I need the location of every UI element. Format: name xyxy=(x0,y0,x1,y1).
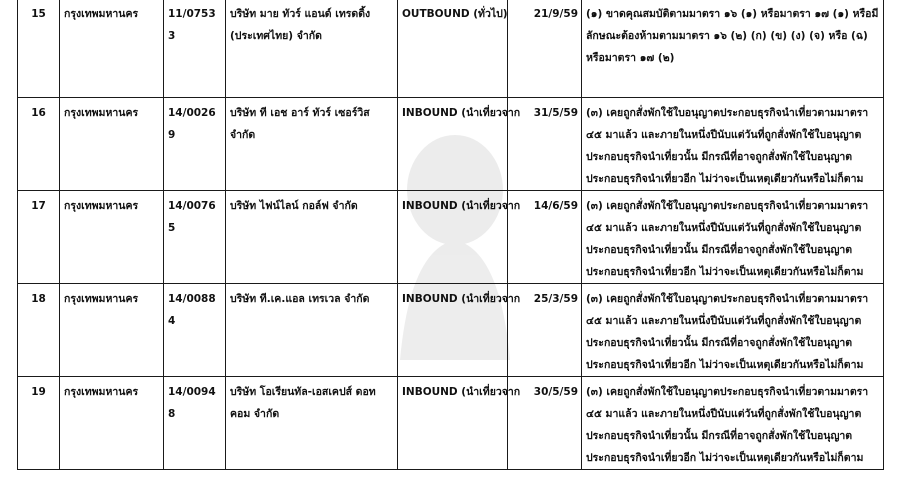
company-name-cell: บริษัท โอเรียนทัล-เอสเคปส์ ดอทคอม จำกัด xyxy=(226,377,398,470)
row-number: 18 xyxy=(18,284,60,377)
row-number: 16 xyxy=(18,98,60,191)
province-cell: กรุงเทพมหานคร xyxy=(60,377,164,470)
business-type-cell: INBOUND (นำเที่ยวจาก xyxy=(398,377,508,470)
data-table xyxy=(17,0,884,470)
province-cell: กรุงเทพมหานคร xyxy=(60,191,164,284)
table-row xyxy=(18,377,884,470)
province-cell: กรุงเทพมหานคร xyxy=(60,0,164,98)
license-revocation-table xyxy=(17,0,883,477)
license-number-cell: 14/00765 xyxy=(164,191,226,284)
business-type-cell: INBOUND (นำเที่ยวจาก xyxy=(398,98,508,191)
row-number: 19 xyxy=(18,377,60,470)
province-cell: กรุงเทพมหานคร xyxy=(60,284,164,377)
date-cell: 14/6/59 xyxy=(508,191,582,284)
date-cell: 30/5/59 xyxy=(508,377,582,470)
table-row xyxy=(18,0,884,98)
business-type-cell: INBOUND (นำเที่ยวจาก xyxy=(398,191,508,284)
reason-cell: (๑) ขาดคุณสมบัติตามมาตรา ๑๖ (๑) หรือมาตรา ๑๗ (๑) หรือมีลักษณะต้องห้ามตามมาตรา ๑๖ (๒) (ก) (ข) (ง) (จ) หรือ (ฉ) หรือมาตรา ๑๗ (๒) xyxy=(582,0,884,98)
business-type-cell: INBOUND (นำเที่ยวจาก xyxy=(398,284,508,377)
table-row xyxy=(18,284,884,377)
reason-cell: (๓) เคยถูกสั่งพักใช้ใบอนุญาตประกอบธุรกิจนำเที่ยวตามมาตรา ๔๕ มาแล้ว และภายในหนึ่งปีนับแต่วันที่ถูกสั่งพักใช้ใบอนุญาตประกอบธุรกิจนำเที่ยวนั้น มีกรณีที่อาจถูกสั่งพักใช้ใบอนุญาตประกอบธุรกิจนำเที่ยวอีก ไม่ว่าจะเป็นเหตุเดียวกันหรือไม่ก็ตาม xyxy=(582,191,884,284)
company-name-cell: บริษัท ที.เค.แอล เทรเวล จำกัด xyxy=(226,284,398,377)
license-number-cell: 14/00884 xyxy=(164,284,226,377)
business-type-cell: OUTBOUND (ทั่วไป) xyxy=(398,0,508,98)
row-number: 15 xyxy=(18,0,60,98)
license-number-cell: 14/00948 xyxy=(164,377,226,470)
reason-cell: (๓) เคยถูกสั่งพักใช้ใบอนุญาตประกอบธุรกิจนำเที่ยวตามมาตรา ๔๕ มาแล้ว และภายในหนึ่งปีนับแต่วันที่ถูกสั่งพักใช้ใบอนุญาตประกอบธุรกิจนำเที่ยวนั้น มีกรณีที่อาจถูกสั่งพักใช้ใบอนุญาตประกอบธุรกิจนำเที่ยวอีก ไม่ว่าจะเป็นเหตุเดียวกันหรือไม่ก็ตาม xyxy=(582,377,884,470)
date-cell: 31/5/59 xyxy=(508,98,582,191)
company-name-cell: บริษัท ไฟน์ไลน์ กอล์ฟ จำกัด xyxy=(226,191,398,284)
province-cell: กรุงเทพมหานคร xyxy=(60,98,164,191)
company-name-cell: บริษัท ที เอช อาร์ ทัวร์ เซอร์วิส จำกัด xyxy=(226,98,398,191)
table-row xyxy=(18,98,884,191)
company-name-cell: บริษัท มาย ทัวร์ แอนด์ เทรดดิ้ง (ประเทศไทย) จำกัด xyxy=(226,0,398,98)
reason-cell: (๓) เคยถูกสั่งพักใช้ใบอนุญาตประกอบธุรกิจนำเที่ยวตามมาตรา ๔๕ มาแล้ว และภายในหนึ่งปีนับแต่วันที่ถูกสั่งพักใช้ใบอนุญาตประกอบธุรกิจนำเที่ยวนั้น มีกรณีที่อาจถูกสั่งพักใช้ใบอนุญาตประกอบธุรกิจนำเที่ยวอีก ไม่ว่าจะเป็นเหตุเดียวกันหรือไม่ก็ตาม xyxy=(582,98,884,191)
license-number-cell: 11/07533 xyxy=(164,0,226,98)
license-number-cell: 14/00269 xyxy=(164,98,226,191)
date-cell: 25/3/59 xyxy=(508,284,582,377)
reason-cell: (๓) เคยถูกสั่งพักใช้ใบอนุญาตประกอบธุรกิจนำเที่ยวตามมาตรา ๔๕ มาแล้ว และภายในหนึ่งปีนับแต่วันที่ถูกสั่งพักใช้ใบอนุญาตประกอบธุรกิจนำเที่ยวนั้น มีกรณีที่อาจถูกสั่งพักใช้ใบอนุญาตประกอบธุรกิจนำเที่ยวอีก ไม่ว่าจะเป็นเหตุเดียวกันหรือไม่ก็ตาม xyxy=(582,284,884,377)
row-number: 17 xyxy=(18,191,60,284)
date-cell: 21/9/59 xyxy=(508,0,582,98)
table-row xyxy=(18,191,884,284)
